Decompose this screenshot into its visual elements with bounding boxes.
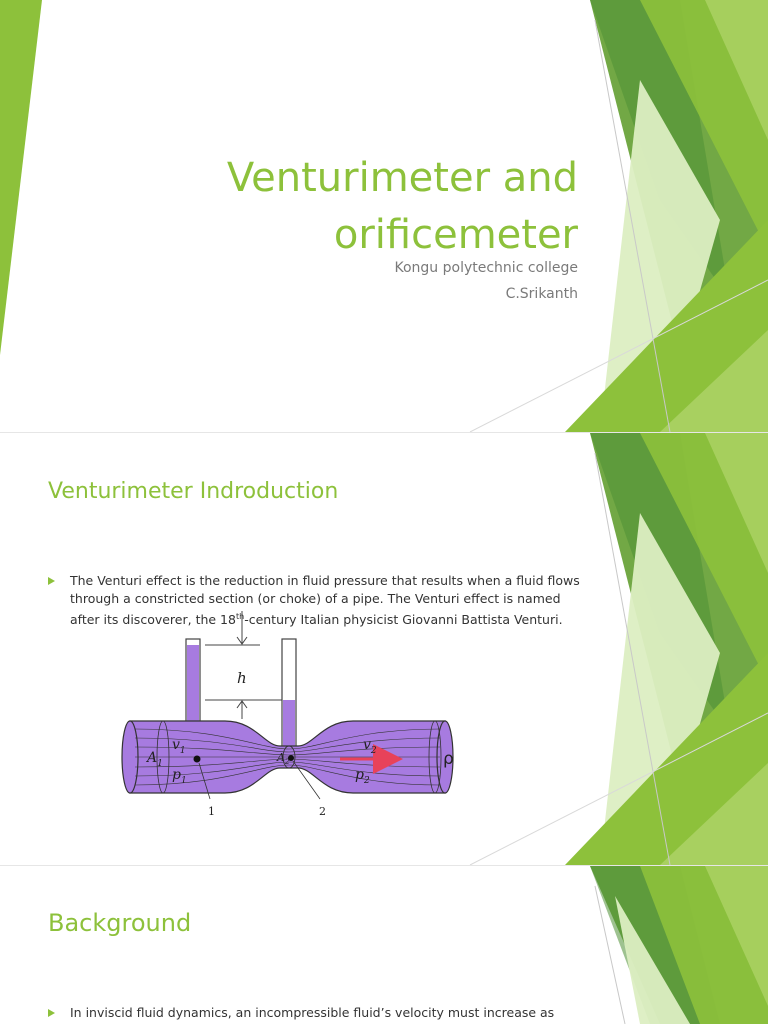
- point-1-dot: [194, 756, 201, 763]
- label-rho: ρ: [443, 749, 454, 769]
- intro-slide: [0, 433, 768, 865]
- label-p1: $p_1$: [172, 767, 187, 786]
- h-label: h: [237, 669, 247, 687]
- decorative-shapes: [0, 866, 768, 1024]
- title-slide: [0, 0, 768, 432]
- venturi-diagram: [115, 601, 465, 836]
- slide-heading: Background: [48, 909, 192, 937]
- label-v1: $v_1$: [172, 737, 186, 756]
- background-slide: [0, 866, 768, 1024]
- slide-heading: Venturimeter Indroduction: [48, 479, 339, 504]
- bullet-arrow-icon: [48, 577, 55, 585]
- presentation-title: Venturimeter and orificemeter: [226, 155, 578, 258]
- bullet-arrow-icon: [48, 1009, 55, 1017]
- label-point-2: 2: [319, 805, 326, 818]
- label-v2: $v_2$: [363, 737, 377, 756]
- subtitle-author: C.Srikanth: [505, 286, 578, 302]
- label-A2: $A_2$: [277, 751, 290, 766]
- bullet-text: In inviscid fluid dynamics, an incompressible fluid’s velocity must increase as: [70, 1005, 555, 1020]
- bullet-item: [48, 1004, 588, 1022]
- label-p2: $p_2$: [355, 767, 370, 786]
- manometer-fluid-2: [283, 700, 295, 750]
- bullet-text: The Venturi effect is the reduction in fluid pressure that results when a fluid flows through a constricted section (or choke) of a pipe. The Venturi effect is named after its discoverer, the 18th-century Italian physicist Giovanni Battista Venturi.: [70, 573, 580, 628]
- label-point-1: 1: [208, 805, 215, 818]
- manometer-fluid-1: [187, 645, 199, 725]
- subtitle-college: Kongu polytechnic college: [394, 260, 578, 276]
- label-A1: $A_1$: [147, 750, 163, 769]
